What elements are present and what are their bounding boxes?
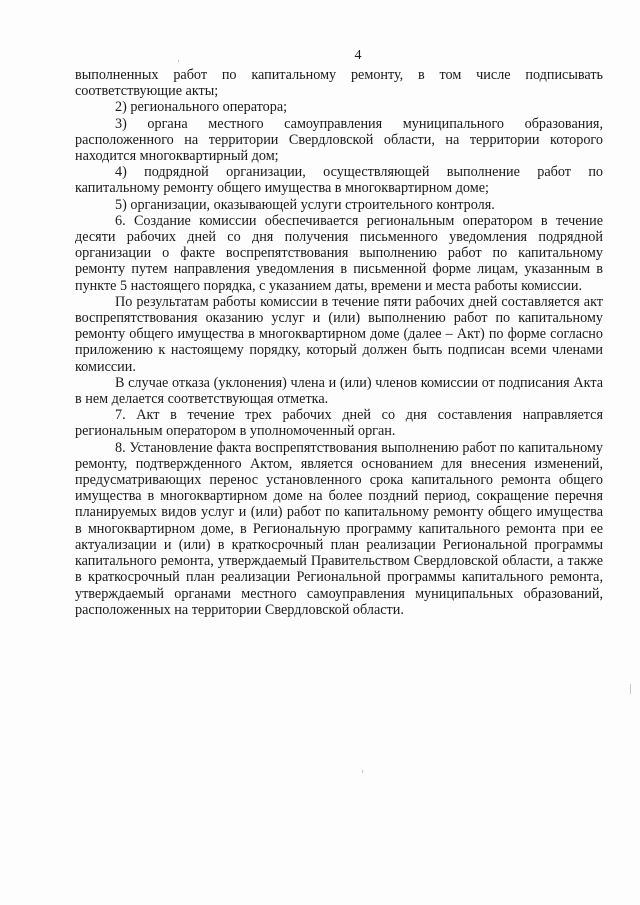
paragraph-continuation: выполненных работ по капитальному ремонту, в том числе подписывать соответствующие акты; — [75, 67, 603, 100]
scan-artifact-top — [178, 60, 179, 62]
scan-artifact-right — [630, 684, 631, 694]
paragraph-item-6: 6. Создание комиссии обеспечивается региональным оператором в течение десяти рабочих дней со дня получения письменного уведомления подрядной организации о факте воспрепятствования выполнению работ по капитальному ремонту путем направления уведомления в письменной форме лицам, указанным в пункте 5 настоящего порядка, с указанием даты, времени и места работы комиссии. — [75, 212, 603, 294]
paragraph-item-8: 8. Установление факта воспрепятствования выполнению работ по капитальному ремонту, подтвержденного Актом, является основанием для внесения изменений, предусматривающих перенос установленного срока капитального ремонта общего имущества в многоквартирном доме на более поздний период, сокращение перечня планируемых видов услуг и (или) работ по капитальному ремонту общего имущества в многоквартирном доме, в Региональную программу капитального ремонта при ее актуализации и (или) в краткосрочный план реализации Региональной программы капитального ремонта, утверждаемый Правительством Свердловской области, а также в краткосрочный план реализации Региональной программы капитального ремонта, утверждаемый органами местного самоуправления муниципальных образований, расположенных на территории Свердловской области. — [75, 439, 603, 618]
paragraph-refusal: В случае отказа (уклонения) члена и (или) членов комиссии от подписания Акта в нем делается соответствующая отметка. — [75, 374, 603, 408]
list-item-local-government: 3) органа местного самоуправления муниципального образования, расположенного на территории Свердловской области, на территории которого находится многоквартирный дом; — [75, 115, 603, 165]
page-number: 4 — [354, 48, 362, 63]
list-item-contractor: 4) подрядной организации, осуществляющей выполнение работ по капитальному ремонту общего имущества в многоквартирном доме; — [75, 164, 603, 197]
scan-artifact-bottom — [362, 770, 363, 773]
paragraph-commission-results: По результатам работы комиссии в течение пяти рабочих дней составляется акт воспрепятствования оказанию услуг и (или) выполнению работ по капитальному ремонту общего имущества в многоквартирном доме (далее – Акт) по форме согласно приложению к настоящему порядку, который должен быть подписан всеми членами комиссии. — [75, 293, 603, 375]
list-item-construction-control: 5) организации, оказывающей услуги строительного контроля. — [115, 196, 495, 213]
document-body — [75, 67, 603, 618]
paragraph-item-7: 7. Акт в течение трех рабочих дней со дня составления направляется региональным оператором в уполномоченный орган. — [75, 407, 603, 440]
list-item-regional-operator: 2) регионального оператора; — [115, 99, 288, 116]
